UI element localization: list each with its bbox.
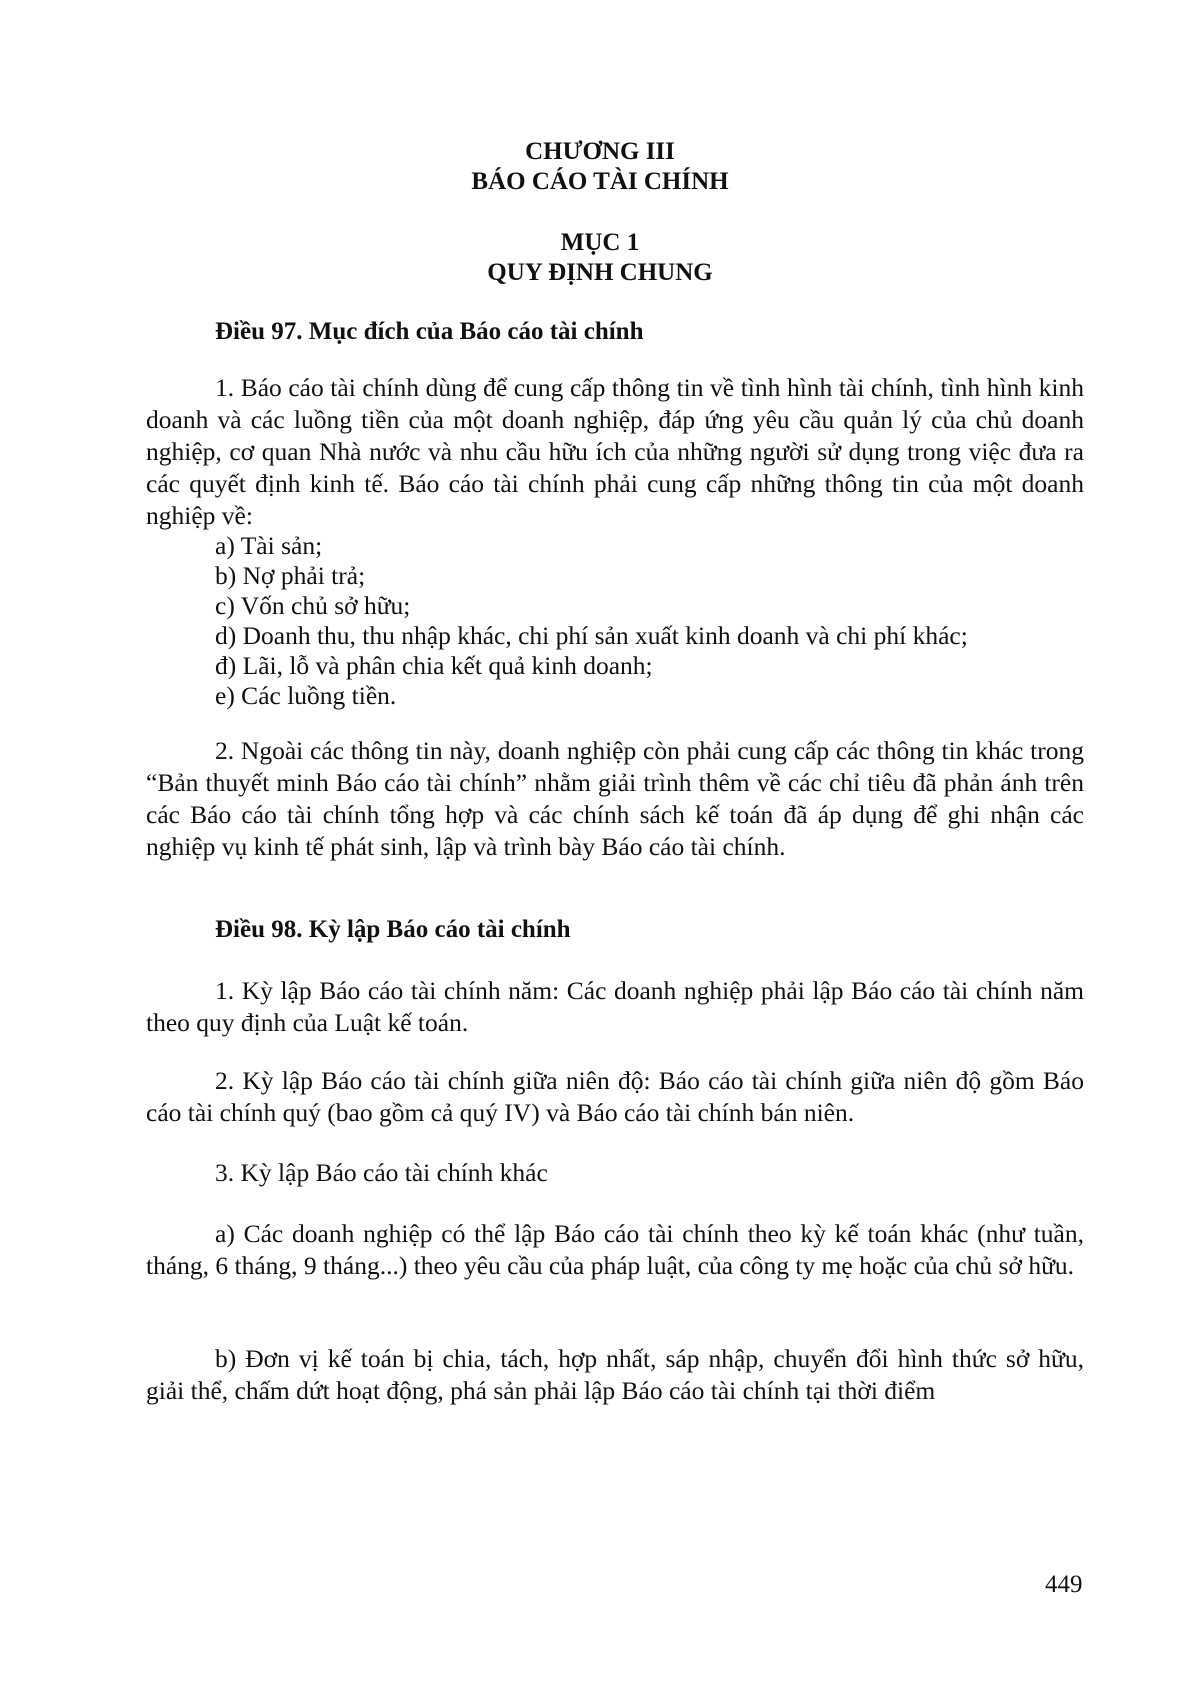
article-98-heading: Điều 98. Kỳ lập Báo cáo tài chính <box>215 916 571 943</box>
list-item: đ) Lãi, lỗ và phân chia kết quả kinh doanh; <box>215 651 653 680</box>
article-98-paragraph-2: 2. Kỳ lập Báo cáo tài chính giữa niên độ: Báo cáo tài chính giữa niên độ gồm Báo cáo tài chính quý (bao gồm cả quý IV) và Báo cáo tài chính bán niên. <box>146 1066 1084 1127</box>
list-item: c) Vốn chủ sở hữu; <box>215 591 411 620</box>
article-98-paragraph-3b: b) Đơn vị kế toán bị chia, tách, hợp nhất, sáp nhập, chuyển đổi hình thức sở hữu, giải thể, chấm dứt hoạt động, phá sản phải lập Báo cáo tài chính tại thời điểm <box>146 1344 1084 1405</box>
list-item: e) Các luồng tiền. <box>215 681 397 710</box>
list-item: d) Doanh thu, thu nhập khác, chi phí sản xuất kinh doanh và chi phí khác; <box>215 621 968 650</box>
chapter-title: BÁO CÁO TÀI CHÍNH <box>471 168 729 195</box>
page-number: 449 <box>1045 1571 1083 1598</box>
list-item: a) Tài sản; <box>215 531 323 560</box>
section-label: MỤC 1 <box>560 229 640 256</box>
article-97-paragraph-1: 1. Báo cáo tài chính dùng để cung cấp thông tin về tình hình tài chính, tình hình kinh doanh và các luồng tiền của một doanh nghiệp, đáp ứng yêu cầu quản lý của chủ doanh nghiệp, cơ quan Nhà nước và nhu cầu hữu ích của những người sử dụng trong việc đưa ra các quyết định kinh tế. Báo cáo tài chính phải cung cấp những thông tin của một doanh nghiệp về: <box>146 373 1084 530</box>
chapter-label: CHƯƠNG III <box>525 138 675 165</box>
article-98-paragraph-3: 3. Kỳ lập Báo cáo tài chính khác <box>215 1158 548 1187</box>
article-97-paragraph-2: 2. Ngoài các thông tin này, doanh nghiệp còn phải cung cấp các thông tin khác trong “Bản thuyết minh Báo cáo tài chính” nhằm giải trình thêm về các chỉ tiêu đã phản ánh trên các Báo cáo tài chính tổng hợp và các chính sách kế toán đã áp dụng để ghi nhận các nghiệp vụ kinh tế phát sinh, lập và trình bày Báo cáo tài chính. <box>146 736 1084 861</box>
list-item: b) Nợ phải trả; <box>215 561 366 590</box>
section-title: QUY ĐỊNH CHUNG <box>487 259 713 286</box>
article-98-paragraph-1: 1. Kỳ lập Báo cáo tài chính năm: Các doanh nghiệp phải lập Báo cáo tài chính năm theo quy định của Luật kế toán. <box>146 976 1084 1037</box>
article-98-paragraph-3a: a) Các doanh nghiệp có thể lập Báo cáo tài chính theo kỳ kế toán khác (như tuần, tháng, 6 tháng, 9 tháng...) theo yêu cầu của pháp luật, của công ty mẹ hoặc của chủ sở hữu. <box>146 1219 1084 1280</box>
article-97-heading: Điều 97. Mục đích của Báo cáo tài chính <box>215 318 644 345</box>
